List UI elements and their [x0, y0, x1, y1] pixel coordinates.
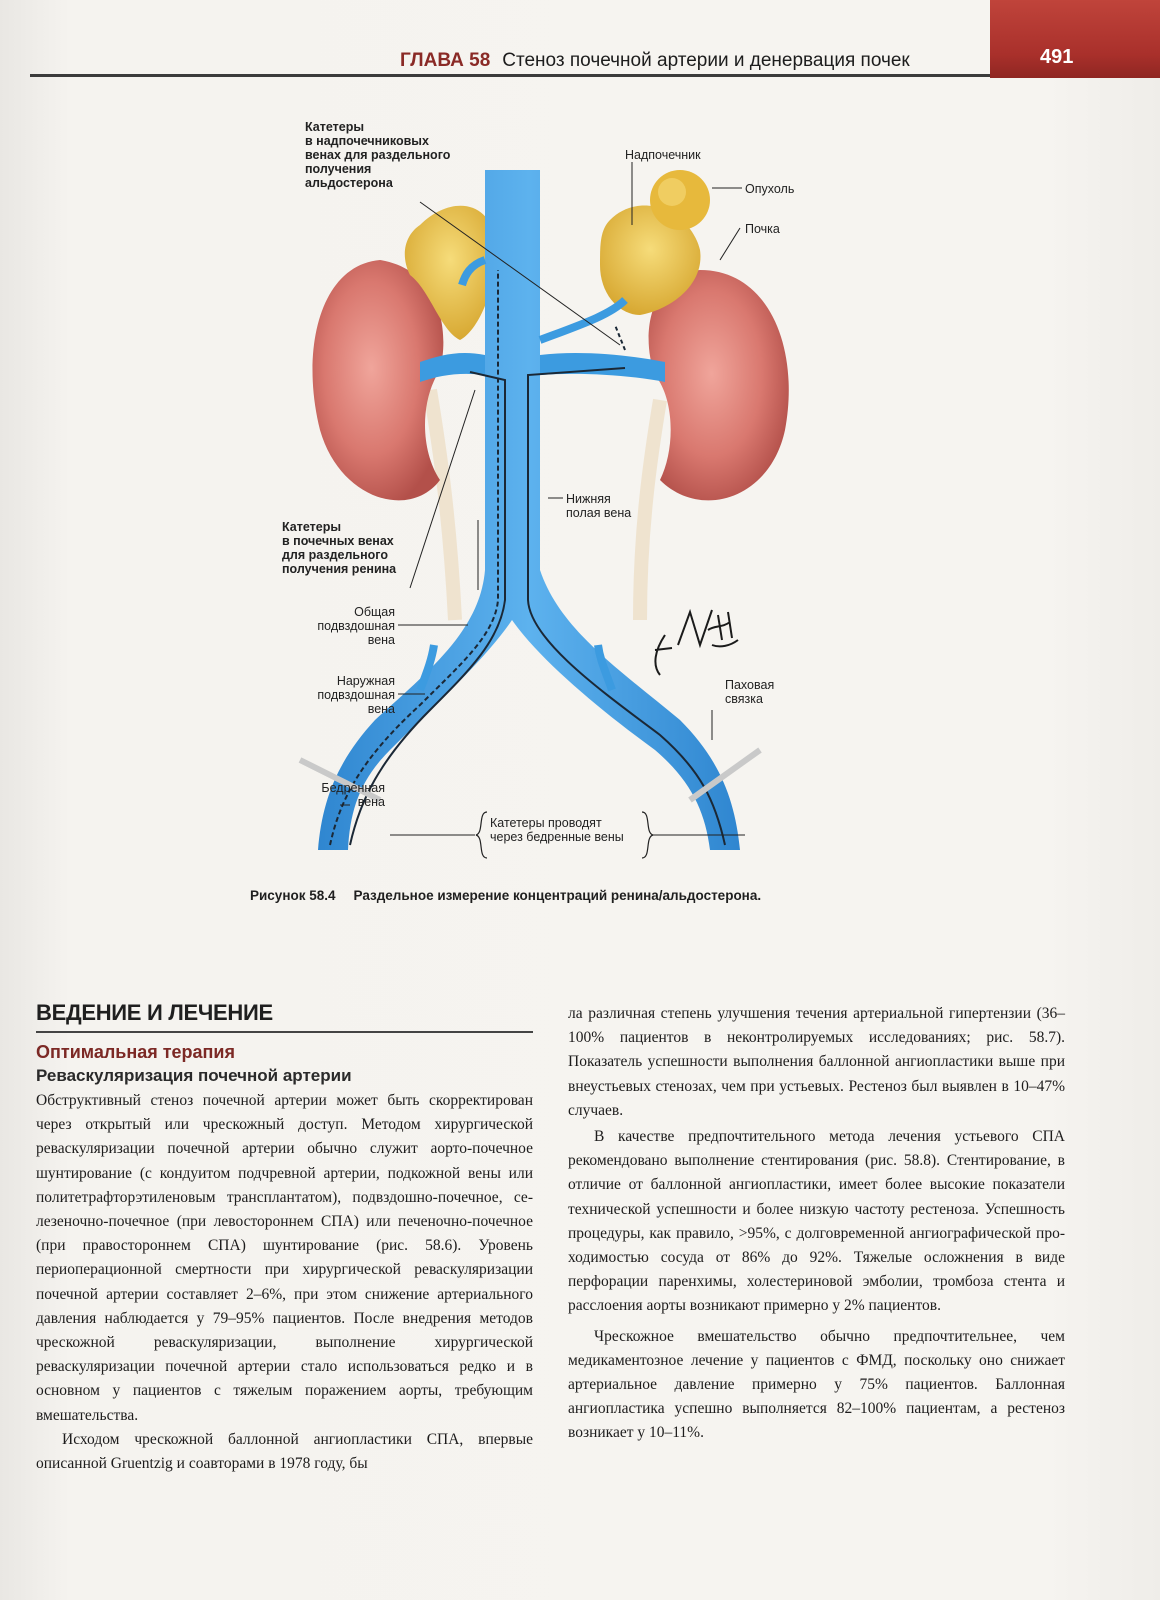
paragraph: Обструктивный стеноз почечной артерии может быть скорректирован через открытый или чрескожный доступ. Методом хирургической реваскуляризации почечной артерии обычно служит аорто-почечное шунтирование (с кондуитом подчревной артерии, подкожной вены или политетрафторэтиленовым трансплантатом), подвздошно-почечное, селезеночно-почечное (при левостороннем СПА) или печеночно-почечное (при правостороннем СПА) шунтирование (рис. 58.6). Уровень периоперационной смертности при хирургической реваскуляризации почечной артерии составляет 2–6%, при этом снижение артериального давления наблюдается у 79–95% пациентов. После внедрения методов чрескожной реваскуляризации, выполнение хирургической реваскуляризации почечной артерии стало использоваться редко и в основном у пациентов с тяжелым поражением аорты, требующим вмешательства. [36, 1092, 533, 1424]
label-external-iliac: Наружная подвздошная вена [317, 674, 395, 716]
figure-58-4 [0, 100, 1160, 880]
label-ivc: Нижняя полая вена [566, 492, 632, 520]
text-column-left [36, 1000, 533, 1476]
subheading-revascularization: Реваскуляризация почечной артерии [36, 1066, 352, 1085]
page-number: 491 [1040, 46, 1074, 68]
anatomy-illustration [0, 100, 1160, 880]
right-renal-vein [540, 353, 665, 382]
section-heading: ВЕДЕНИЕ И ЛЕЧЕНИЕ [36, 1000, 533, 1033]
label-adrenal-catheters: Катетеры в надпочечниковых венах для раздельного получения альдостерона [305, 120, 451, 190]
label-common-iliac: Общая подвздошная вена [317, 605, 395, 647]
paragraph: В качестве предпочтительного метода лечения устьевого СПА рекомендовано выполнение стентирования (рис. 58.8). Стентирование, в отличие от баллонной ангиопластики, имеет более высокие показатели технической успешности и более низкую частоту рестеноза. Успешность процедуры, как правило, >95%, с долговременной ангиографической проходимостью сосуда от 86% до 92%. Тяжелые осложнения в виде перфорации паренхимы, холестериновой эмболии, тромбоза стента и расслоения аорты возникают примерно у 2% пациентов. [568, 1128, 1065, 1315]
left-ureter [430, 390, 455, 620]
label-femoral-vein: Бедренная вена [321, 781, 385, 809]
label-tumor: Опухоль [745, 182, 795, 196]
paragraph: Чрескожное вмешательство обычно предпочтительнее, чем медикаментозное лечение у пациентов с ФМД, поскольку оно снижает артериальное давление примерно у 75% пациентов. Баллонная ангиопластика успешно выполняется 82–100% пациентам, а рестеноз возникает у 10–11%. [568, 1327, 1065, 1442]
header-rule [30, 74, 990, 77]
running-header [400, 50, 960, 76]
caption-text: Раздельное измерение концентраций ренина/альдостерона. [353, 888, 762, 903]
label-renal-catheters: Катетеры в почечных венах для раздельного получения ренина [282, 520, 397, 576]
subheading-optimal-therapy: Оптимальная терапия [36, 1042, 236, 1062]
netter-signature [655, 610, 738, 675]
label-femoral-catheters: Катетеры проводят через бедренные вены [490, 816, 624, 844]
chapter-title: Стеноз почечной артерии и денервация почек [502, 50, 910, 71]
paragraph: Исходом чрескожной баллонной ангиопластики СПА, впервые описанной Gruentzig и соавторами в 1978 году, бы [36, 1430, 533, 1473]
text-column-right [568, 1002, 1065, 1448]
label-kidney: Почка [745, 222, 780, 236]
label-adrenal-gland: Надпочечник [625, 148, 701, 162]
right-ureter [640, 400, 660, 620]
figure-caption [250, 888, 950, 910]
paragraph: ла различная степень улучшения течения артериальной гипертензии (36–100% пациентов в неконтролируемых исследованиях; рис. 58.7). Показатель успешности выполнения баллонной ангиопластики выше при внеустьевых стенозах, чем при устьевых. Рестеноз был выявлен в 10–47% случаев. [568, 1005, 1065, 1119]
label-inguinal-ligament: Паховая связка [725, 678, 775, 706]
right-kidney [649, 270, 789, 500]
chapter-label: ГЛАВА 58 [400, 50, 491, 71]
caption-number: Рисунок 58.4 [250, 888, 336, 903]
